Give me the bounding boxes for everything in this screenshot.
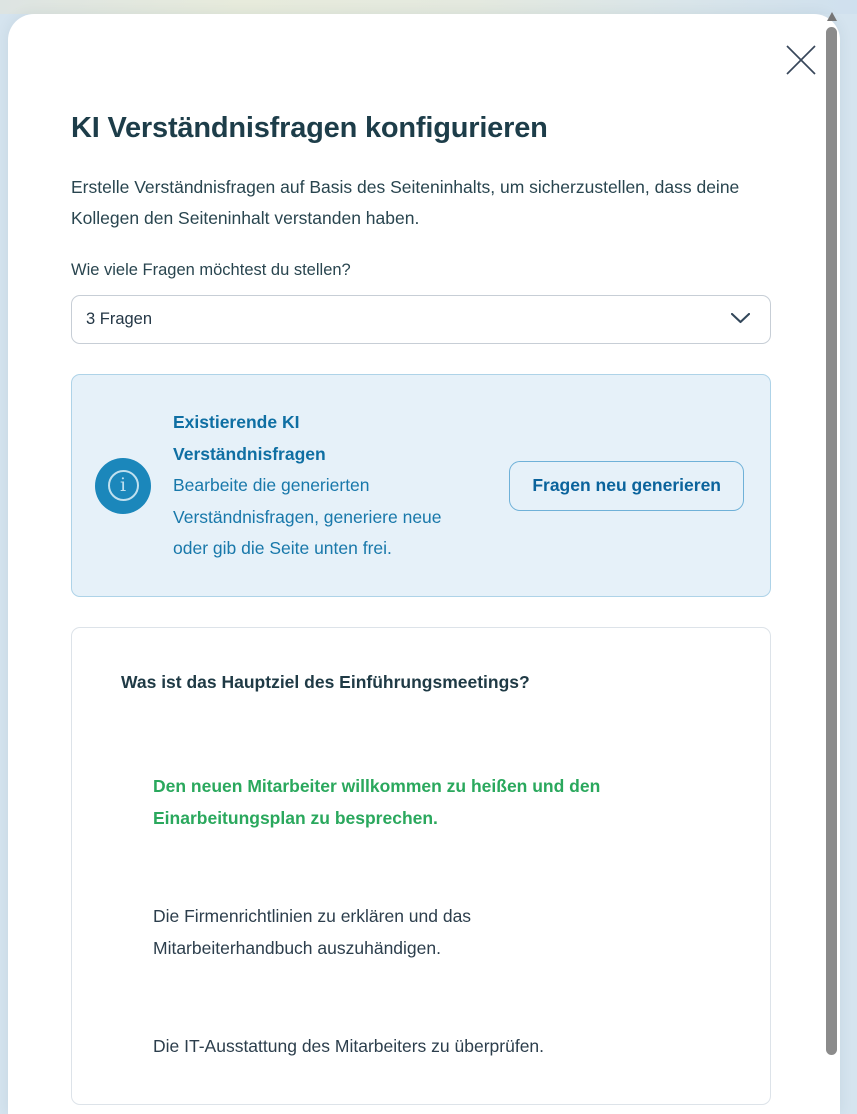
regenerate-questions-button[interactable]: Fragen neu generieren	[509, 461, 744, 511]
scroll-up-arrow-icon[interactable]	[827, 12, 837, 21]
info-panel-title: Existierende KI Verständnisfragen	[173, 412, 326, 465]
info-text-block	[173, 406, 473, 565]
dialog-title: KI Verständnisfragen konfigurieren	[71, 112, 548, 144]
info-icon: i	[95, 458, 151, 514]
scrollbar-thumb[interactable]	[826, 27, 837, 1055]
dialog-description: Erstelle Verständnisfragen auf Basis des Seiteninhalts, um sicherzustellen, dass deine Kollegen den Seiteninhalt verstanden haben.	[71, 177, 740, 228]
question-text[interactable]: Was ist das Hauptziel des Einführungsmeetings?	[121, 672, 530, 692]
close-button[interactable]	[782, 42, 820, 80]
chevron-down-icon	[731, 311, 750, 329]
answer-option-correct[interactable]: Den neuen Mitarbeiter willkommen zu heißen und den Einarbeitungsplan zu besprechen.	[153, 776, 601, 828]
question-count-label: Wie viele Fragen möchtest du stellen?	[71, 261, 351, 279]
question-count-select[interactable]	[71, 295, 771, 344]
answer-option[interactable]: Die IT-Ausstattung des Mitarbeiters zu überprüfen.	[153, 1036, 545, 1056]
info-panel-body: Bearbeite die generierten Verständnisfragen, generiere neue oder gib die Seite unten frei.	[173, 475, 442, 559]
ai-questions-config-dialog	[8, 14, 840, 1114]
question-card	[71, 627, 771, 1105]
answer-option[interactable]: Die Firmenrichtlinien zu erklären und das Mitarbeiterhandbuch auszuhändigen.	[153, 906, 472, 958]
existing-questions-info-panel	[71, 374, 771, 597]
question-count-value: 3 Fragen	[86, 310, 153, 328]
page-background-strip	[0, 0, 857, 14]
close-icon	[786, 45, 816, 78]
